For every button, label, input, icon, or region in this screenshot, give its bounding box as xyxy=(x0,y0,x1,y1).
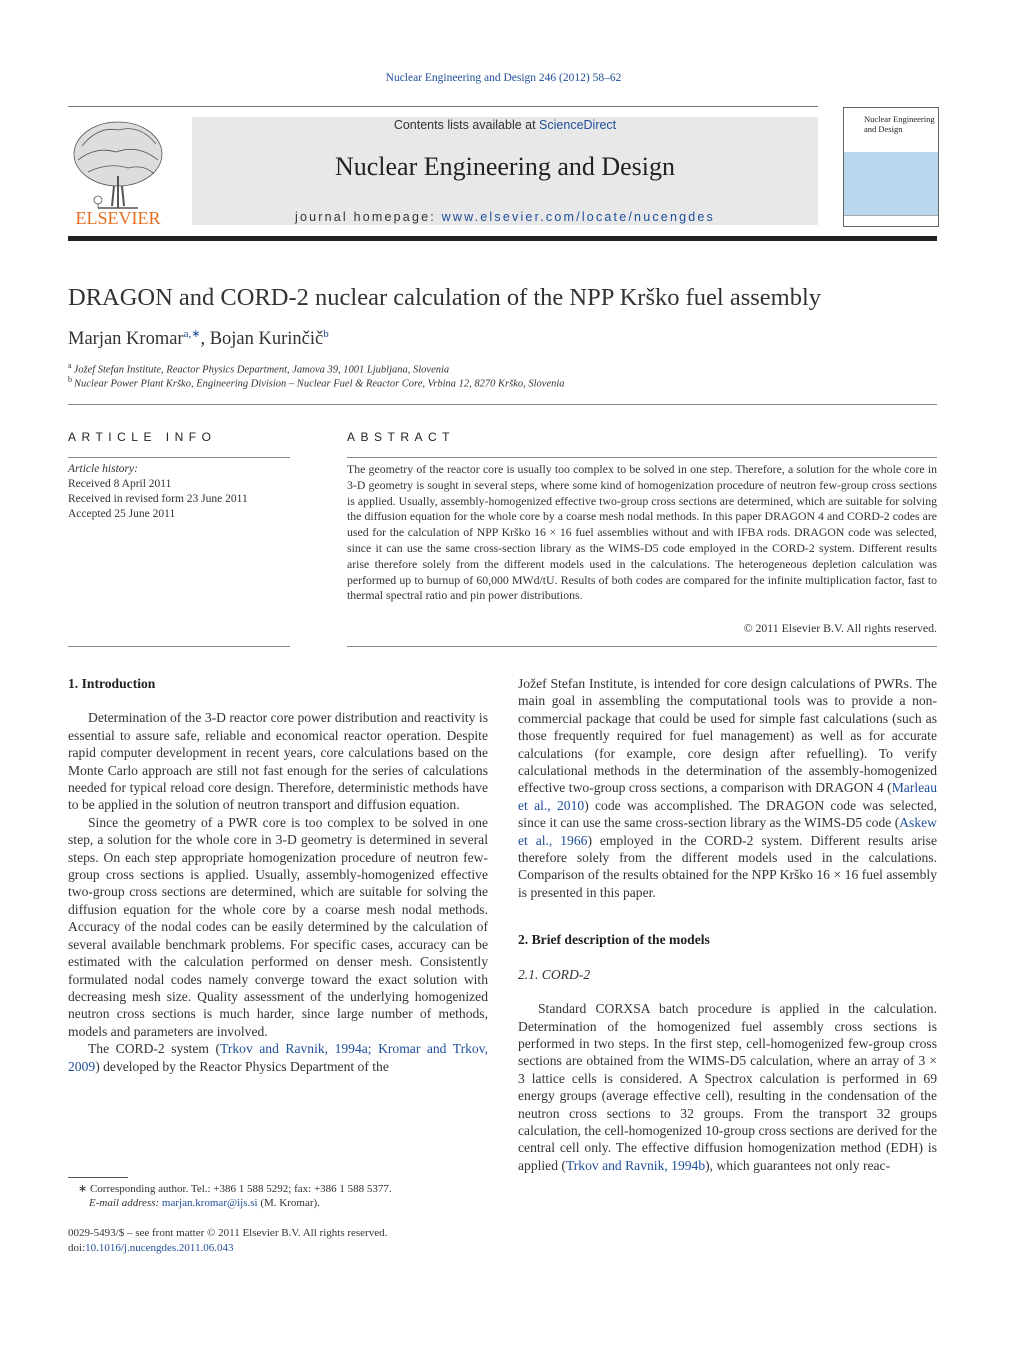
author-list xyxy=(68,327,329,350)
issn-line: 0029-5493/$ – see front matter © 2011 Elsevier B.V. All rights reserved. xyxy=(68,1227,388,1239)
accepted-date: Accepted 25 June 2011 xyxy=(68,508,176,520)
email-suffix: (M. Kromar). xyxy=(257,1197,320,1209)
paragraph-text: Standard CORXSA batch procedure is applied in the calculation. Determination of the homogenized fuel assembly cross sections is performed in two steps. In the first step, cell-homogenized few-group cross sections are obtained from the WIMS-D5 calculation, where an array of 3 × 3 lattice cells is considered. A Spectrox calculation is performed in 69 energy groups (average effective cell), resulting in the condensation of the neutron cross sections to 32 groups. From the transport 32 groups calculation, the cell-homogenized 10-group cross sections are derived for the central cell only. The effective diffusion homogenization method (EDH) is applied ( xyxy=(518,1001,937,1173)
elsevier-wordmark: ELSEVIER xyxy=(75,208,161,228)
citation-link[interactable]: Askew et al., 1966 xyxy=(518,815,937,848)
paragraph xyxy=(518,675,937,901)
article-info-rule xyxy=(68,457,290,458)
homepage-link[interactable]: www.elsevier.com/locate/nucengdes xyxy=(441,210,716,224)
paragraph-text: Jožef Stefan Institute, is intended for core design calculations of PWRs. The main goal in assembling the computational tools was to provide a non-commercial package that could be used for simple fast calculations (such as those frequently required for fuel management) as well as for accurate calculations (for example, core design after refuelling). To verify calculational methods in the determination of the assembly-homogenized effective two-group cross sections, a comparison with DRAGON 4 ( xyxy=(518,676,937,796)
paragraph-text: ) employed in the CORD-2 system. Different results arise therefore solely from the different models used in the calculations. Comparison of the results obtained for the NPP Krško 16 × 16 fuel assembly is presented in this paper. xyxy=(518,832,937,900)
author-name: Marjan Kromar xyxy=(68,329,184,350)
abstract-heading: ABSTRACT xyxy=(347,430,456,444)
revised-date: Received in revised form 23 June 2011 xyxy=(68,493,248,505)
homepage-label: journal homepage: xyxy=(294,210,442,224)
cover-top xyxy=(844,108,938,152)
abstract-bottom-rule xyxy=(347,646,937,647)
email-label: E-mail address: xyxy=(89,1197,160,1209)
affiliation-b xyxy=(68,375,565,390)
subsection-2-1-heading: 2.1. CORD-2 xyxy=(518,966,591,982)
author-name: Bojan Kurinčič xyxy=(209,329,324,350)
right-column xyxy=(518,675,937,1174)
sciencedirect-link[interactable]: ScienceDirect xyxy=(539,118,617,132)
corresponding-author-note xyxy=(78,1182,392,1197)
paragraph-text: ), which guarantees not only reac- xyxy=(705,1157,891,1173)
elsevier-logo[interactable] xyxy=(68,116,168,228)
doi-line xyxy=(68,1241,234,1256)
citation-link[interactable]: Trkov and Ravnik, 1994b xyxy=(565,1157,706,1173)
section-1-heading: 1. Introduction xyxy=(68,676,156,691)
paper-title: DRAGON and CORD-2 nuclear calculation of the NPP Krško fuel assembly xyxy=(68,284,822,311)
header-thick-rule xyxy=(68,236,937,241)
paragraph: Determination of the 3-D reactor core power distribution and reactivity is essential to assure safe, reliable and economical reactor operation. Despite rapid computer development in recent years, core calculations based on the Monte Carlo approach are still not fast enough for the series of calculations needed for typical reload core design. Therefore, deterministic methods have to be applied in the solution of neutron transport and diffusion equation. xyxy=(68,710,488,813)
received-date: Received 8 April 2011 xyxy=(68,478,172,490)
footnote-rule xyxy=(68,1177,128,1178)
paragraph: Since the geometry of a PWR core is too complex to be solved in one step, a solution for the whole core in 3-D geometry is determined in several steps. On each step appropriate homogenization procedure of neutron few-group cross sections is applied. Usually, assembly-homogenized effective two-group cross sections are determined, which are suitable for solving the diffusion equation for the whole core by a coarse mesh nodal methods. Accuracy of the nodal codes can be easily determined by the calculation of several available benchmark problems. For specific cases, accuracy can be estimated with the calculation performed on denser mesh. Consistently formulated nodal codes namely converge toward the exact solution with decreasing mesh size. Quality assessment of the underlying homogenized neutron cross sections is much harder, since large number of methods, models and parameters are involved. xyxy=(68,814,488,1039)
cover-title: Nuclear Engineering and Design xyxy=(864,114,935,134)
contents-line xyxy=(192,118,818,132)
journal-title: Nuclear Engineering and Design xyxy=(334,152,676,181)
footnote-mark: ∗ xyxy=(78,1183,88,1195)
affiliation-text: Jožef Stefan Institute, Reactor Physics Department, Jamova 39, 1001 Ljubljana, Slovenia xyxy=(73,364,450,376)
paragraph xyxy=(518,1000,937,1174)
affiliation-mark: a xyxy=(68,361,72,370)
paragraph xyxy=(68,1040,488,1075)
paragraph-text: ) code was accomplished. The DRAGON code was selected, since it can use the same cross-section library as the WIMS-D5 code ( xyxy=(518,797,937,831)
homepage-line xyxy=(192,210,818,224)
email-link[interactable]: marjan.kromar@ijs.si xyxy=(161,1197,258,1209)
section-2-heading: 2. Brief description of the models xyxy=(518,932,710,948)
title-block-rule xyxy=(68,404,937,405)
abstract-text: The geometry of the reactor core is usually too complex to be solved in one step. Therefore, a solution for the whole core in 3-D geometry is sought in several steps, where some kind of homogenization procedure of neutron few-group cross sections is applied. Usually, assembly-homogenized effective two-group cross sections are determined, which are suitable for solving the diffusion equation for the whole core by a coarse mesh nodal methods. In this paper DRAGON 4 and CORD-2 codes are used for the calculation of NPP Krško 16 × 16 fuel assemblies without and with IFBA rods. DRAGON code was selected, since it can use the same cross-section library as the WIMS-D5 code employed in the CORD-2 system. Different results arise therefore solely from the different models used in the calculations. The heterogeneous depletion calculation was performed up to burnup of 60,000 MWd/tU. Results of both codes are compared for the infinite multiplication factor, fast to thermal spectral ratio and pin power distributions. xyxy=(347,462,937,603)
paragraph-text: ) developed by the Reactor Physics Department of the xyxy=(95,1058,389,1074)
doi-link[interactable]: 10.1016/j.nucengdes.2011.06.043 xyxy=(85,1242,234,1254)
article-history xyxy=(68,462,248,522)
footnote-text: Corresponding author. Tel.: +386 1 588 5292; fax: +386 1 588 5377. xyxy=(89,1183,392,1195)
article-info-bottom-rule xyxy=(68,646,290,647)
paragraph-text: The CORD-2 system ( xyxy=(88,1041,221,1057)
affiliation-mark: b xyxy=(68,375,72,384)
left-column xyxy=(68,675,488,1075)
author-separator: , xyxy=(200,329,210,350)
contents-prefix: Contents lists available at xyxy=(393,118,540,132)
email-note xyxy=(89,1196,320,1211)
author-affiliation-mark[interactable]: a,∗ xyxy=(183,328,201,340)
article-info-heading: ARTICLE INFO xyxy=(68,430,217,444)
elsevier-tree-icon xyxy=(68,116,168,228)
history-label: Article history: xyxy=(68,463,138,475)
affiliation-text: Nuclear Power Plant Krško, Engineering Division – Nuclear Fuel & Reactor Core, Vrbina 12, 8270 Krško, Slovenia xyxy=(74,378,565,390)
journal-reference[interactable]: Nuclear Engineering and Design 246 (2012) 58–62 xyxy=(385,72,622,84)
abstract-copyright: © 2011 Elsevier B.V. All rights reserved. xyxy=(743,621,937,635)
abstract-rule xyxy=(347,457,937,458)
affiliation-a xyxy=(68,361,449,376)
author-affiliation-mark[interactable]: b xyxy=(323,328,329,340)
header-rule xyxy=(68,106,818,107)
cover-image xyxy=(844,152,938,216)
doi-label: doi: xyxy=(68,1242,86,1254)
citation-link[interactable]: Marleau et al., 2010 xyxy=(518,780,937,813)
cover-footer xyxy=(844,215,938,226)
citation-link[interactable]: Trkov and Ravnik, 1994a; Kromar and Trkov, 2009 xyxy=(68,1041,488,1074)
journal-cover-thumbnail[interactable] xyxy=(843,107,939,227)
